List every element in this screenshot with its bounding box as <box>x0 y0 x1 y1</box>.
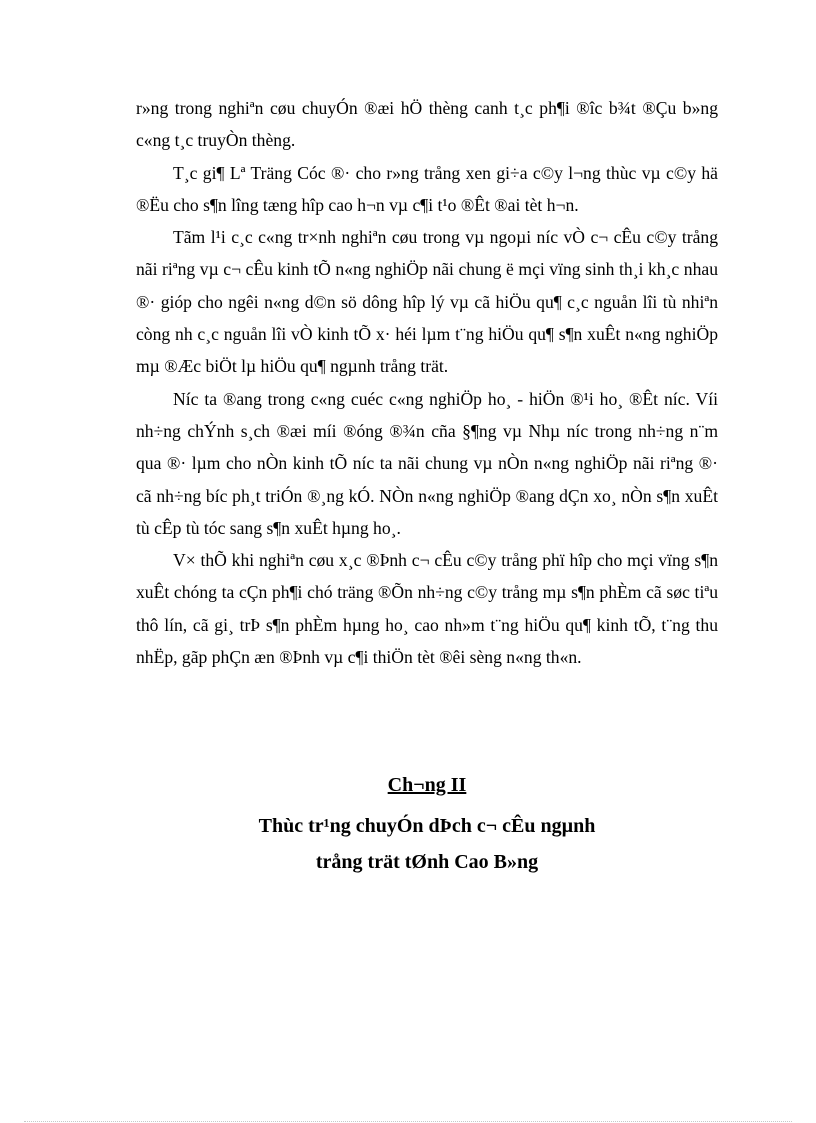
paragraph: Níc ta ®ang trong c«ng cuéc c«ng nghiÖp ho¸ - hiÖn ®¹i ho¸ ®Êt níc. Víi nh÷ng chÝnh s¸ch ®æi míi ®óng ®¾n cña §¶ng vµ Nhµ níc trong nh÷ng n¨m qua ®· lµm cho nÒn kinh tÕ níc ta nãi chung vµ nÒn n«ng nghiÖp nãi riªng ®· cã nh÷ng bíc ph¸t triÓn ®¸ng kÓ. NÒn n«ng nghiÖp ®ang dÇn xo¸ nÒn s¶n xuÊt tù cÊp tù tóc sang s¶n xuÊt hµng ho¸. <box>136 388 718 538</box>
chapter-title-line-2: trång trät tØnh Cao B»ng <box>315 851 539 873</box>
paragraph: Tãm l¹i c¸c c«ng tr×nh nghiªn cøu trong vµ ngoµi níc vÒ c¬ cÊu c©y trång nãi riªng vµ c¬ cÊu kinh tÕ n«ng nghiÖp nãi chung ë mçi vïng sinh th¸i kh¸c nhau ®· gióp cho ngêi n«ng d©n sö dông hîp lý vµ cã hiÖu qu¶ c¸c nguån lîi tù nhiªn còng nh c¸c nguån lîi vÒ kinh tÕ x· héi lµm t¨ng hiÖu qu¶ s¶n xuÊt n«ng nghiÖp mµ ®Æc biÖt lµ hiÖu qu¶ ngµnh trång trät. <box>136 227 718 377</box>
chapter-title-line-1: Thùc tr¹ng chuyÓn dÞch c¬ cÊu ngµnh <box>258 815 596 837</box>
chapter-heading <box>136 768 718 880</box>
paragraph-continuation: r»ng trong nghiªn cøu chuyÓn ®æi hÖ thèng canh t¸c ph¶i ®îc b¾t ®Çu b»ng c«ng t¸c truyÒn thèng. <box>136 98 718 151</box>
body-text <box>136 92 718 673</box>
chapter-label: Ch¬ng II <box>387 774 467 796</box>
page-bottom-rule <box>24 1121 792 1122</box>
paragraph: T¸c gi¶ Lª Träng Cóc ®· cho r»ng trång xen gi÷a c©y l¬ng thùc vµ c©y hä ®Ëu cho s¶n lîng tæng hîp cao h¬n vµ c¶i t¹o ®Êt ®ai tèt h¬n. <box>136 162 718 215</box>
paragraph: V× thÕ khi nghiªn cøu x¸c ®Þnh c¬ cÊu c©y trång phï hîp cho mçi vïng s¶n xuÊt chóng ta cÇn ph¶i chó träng ®Õn nh÷ng c©y trång mµ s¶n phÈm cã søc tiªu thô lín, cã gi¸ trÞ s¶n phÈm hµng ho¸ cao nh»m t¨ng hiÖu qu¶ kinh tÕ, t¨ng thu nhËp, gãp phÇn æn ®Þnh vµ c¶i thiÖn tèt ®êi sèng n«ng th«n. <box>136 550 718 668</box>
